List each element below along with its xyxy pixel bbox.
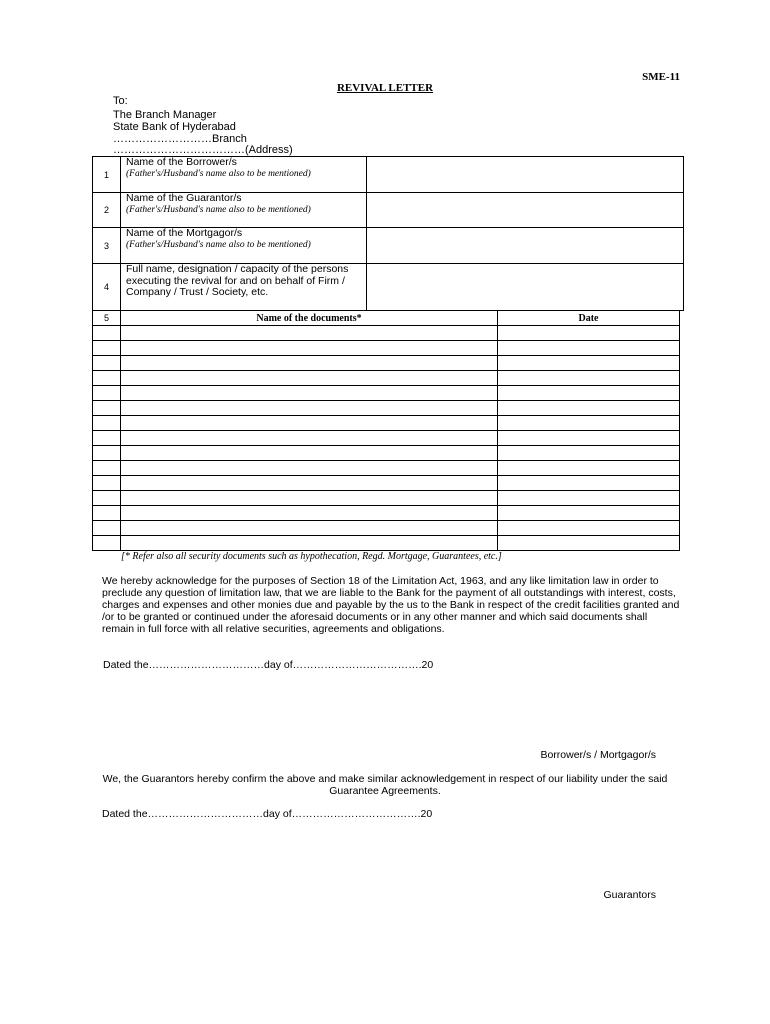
document-date-field[interactable] [498,506,680,521]
mortgagor-label: Name of the Mortgagor/s [126,227,243,239]
document-date-field[interactable] [498,386,680,401]
party-row-borrower [93,157,684,193]
party-label-cell [121,157,367,193]
row-number-cell [93,431,121,446]
executants-name-field[interactable] [367,264,684,311]
document-row [93,401,680,416]
document-name-field[interactable] [121,416,498,431]
row-number-cell [93,536,121,551]
party-row-executants [93,264,684,311]
row-number: 1 [93,157,121,193]
row-number-cell [93,461,121,476]
address-to: To: [113,95,128,107]
acknowledgement-paragraph: We hereby acknowledge for the purposes of Section 18 of the Limitation Act, 1963, and any like limitation law in order to preclude any question of limitation law, that we are liable to the Bank for the payment of all outstandings with interest, costs, charges and expenses and other monies due and payable by the us to the Bank in respect of the credit facilities granted and /or to be granted or continued under the aforesaid documents or in any other manner and which said documents shall remain in full force with all relative securities, agreements and obligations. [102,575,680,635]
row-number-cell [93,416,121,431]
address-recipient: The Branch Manager [113,109,217,121]
row-number-cell [93,491,121,506]
mortgagor-note: (Father's/Husband's name also to be mentioned) [126,239,311,250]
documents-table [92,310,680,551]
party-label-cell [121,193,367,228]
document-row [93,416,680,431]
row-number: 2 [93,193,121,228]
document-row [93,536,680,551]
row-number-cell [93,446,121,461]
document-name-field[interactable] [121,401,498,416]
documents-name-header: Name of the documents* [121,311,498,326]
guarantor-confirmation-paragraph: We, the Guarantors hereby confirm the above and make similar acknowledgement in respect of our liability under the said Guarantee Agreements. [102,773,668,797]
address-address: ………………………………(Address) [113,144,293,156]
document-row [93,356,680,371]
document-date-field[interactable] [498,521,680,536]
row-number: 3 [93,228,121,264]
mortgagor-name-field[interactable] [367,228,684,264]
documents-footnote: [* Refer also all security documents such as hypothecation, Regd. Mortgage, Guarantees, etc.] [121,551,502,562]
document-date-field[interactable] [498,476,680,491]
document-date-field[interactable] [498,536,680,551]
document-name-field[interactable] [121,506,498,521]
documents-date-header: Date [498,311,680,326]
document-title: REVIVAL LETTER [336,82,434,94]
party-label-cell [121,228,367,264]
row-number-cell [93,521,121,536]
document-row [93,506,680,521]
document-date-field[interactable] [498,431,680,446]
document-name-field[interactable] [121,536,498,551]
row-number-cell [93,386,121,401]
document-name-field[interactable] [121,356,498,371]
document-row [93,371,680,386]
document-row [93,521,680,536]
document-date-field[interactable] [498,446,680,461]
document-row [93,461,680,476]
row-number-cell [93,341,121,356]
row-number-cell [93,326,121,341]
document-row [93,431,680,446]
guarantor-label: Name of the Guarantor/s [126,192,242,204]
document-row [93,491,680,506]
document-row [93,446,680,461]
document-name-field[interactable] [121,326,498,341]
document-row [93,326,680,341]
document-date-field[interactable] [498,491,680,506]
party-label-cell [121,264,367,311]
party-row-mortgagor [93,228,684,264]
document-date-field[interactable] [498,416,680,431]
document-date-field[interactable] [498,356,680,371]
document-name-field[interactable] [121,491,498,506]
document-name-field[interactable] [121,431,498,446]
document-name-field[interactable] [121,341,498,356]
guarantor-name-field[interactable] [367,193,684,228]
guarantors-signature-label: Guarantors [603,889,656,901]
document-date-field[interactable] [498,461,680,476]
row-number: 5 [93,311,121,326]
borrower-label: Name of the Borrower/s [126,156,237,168]
parties-table [92,156,684,311]
document-name-field[interactable] [121,476,498,491]
executants-label: Full name, designation / capacity of the persons executing the revival for and on behalf of Firm / Company / Trust / Society, etc. [126,263,349,298]
document-row [93,476,680,491]
borrower-signature-label: Borrower/s / Mortgagor/s [540,749,656,761]
borrower-name-field[interactable] [367,157,684,193]
row-number-cell [93,506,121,521]
document-date-field[interactable] [498,401,680,416]
document-name-field[interactable] [121,371,498,386]
document-name-field[interactable] [121,446,498,461]
document-name-field[interactable] [121,521,498,536]
dated-line-borrower: Dated the……………………………day of……………………………….20 [103,659,434,671]
guarantor-note: (Father's/Husband's name also to be mentioned) [126,204,311,215]
document-name-field[interactable] [121,386,498,401]
row-number-cell [93,401,121,416]
address-bank: State Bank of Hyderabad [113,121,236,133]
row-number-cell [93,371,121,386]
document-date-field[interactable] [498,371,680,386]
document-date-field[interactable] [498,341,680,356]
row-number-cell [93,476,121,491]
borrower-note: (Father's/Husband's name also to be mentioned) [126,168,311,179]
row-number-cell [93,356,121,371]
row-number: 4 [93,264,121,311]
documents-header-row [93,311,680,326]
document-date-field[interactable] [498,326,680,341]
form-code: SME-11 [642,71,680,83]
document-row [93,341,680,356]
address-branch: ………………………Branch [113,133,247,145]
dated-line-guarantor: Dated the……………………………day of……………………………….20 [102,808,433,820]
document-name-field[interactable] [121,461,498,476]
party-row-guarantor [93,193,684,228]
document-row [93,386,680,401]
